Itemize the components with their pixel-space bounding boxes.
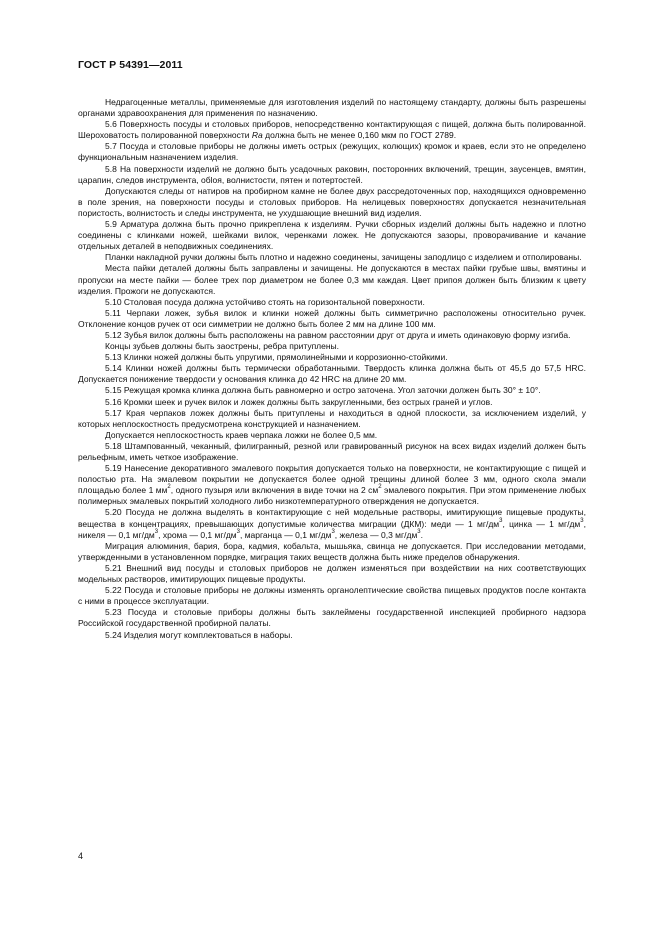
document-body — [78, 97, 586, 641]
paragraph: 5.20 Посуда не должна выделять в контактирующие с ней модельные растворы, имитирующие пищевые продукты, вещества в концентрациях, превышающих допустимые количества миграции (ДКМ): меди — 1 $мг/дм^3$, цинка — 1 $мг/дм^3$, никеля — 0,1 $мг/дм^3$, хрома — 0,1 $мг/дм^3$, марганца — 0,1 $мг/дм^3$, железа — 0,3 $мг/дм^3$. — [78, 507, 586, 540]
document-header: ГОСТ Р 54391—2011 — [78, 59, 183, 71]
page-number: 4 — [78, 851, 84, 861]
paragraph: 5.19 Нанесение декоративного эмалевого покрытия допускается только на поверхности, не контактирующие с пищей и полостью рта. На эмалевом покрытии не допускается более одной трещины длиной более 3 мм, одного скола эмали площадью более 1 $мм^2$, одного пузыря или включения в виде точки на 2 $см^2$ эмалевого покрытия. При этом применение любых полимерных эмалевых покрытий холодного либо низкотемпературного отверждения не допускается. — [78, 463, 586, 507]
paragraph: 5.16 Кромки шеек и ручек вилок и ложек должны быть закругленными, без острых граней и углов. — [105, 396, 493, 407]
paragraph: Допускается неплоскостность краев черпака ложки не более 0,5 мм. — [105, 429, 378, 440]
paragraph: 5.21 Внешний вид посуды и столовых приборов не должен изменяться при воздействии на них соответствующих модельных растворов, имитирующих пищевые продукты. — [78, 562, 586, 585]
paragraph: Концы зубьев должны быть заострены, ребра притуплены. — [105, 341, 340, 352]
paragraph: Планки накладной ручки должны быть плотно и надежно соединены, зачищены заподлицо с изделием и отполированы. — [105, 252, 582, 263]
paragraph: 5.23 Посуда и столовые приборы должны быть заклеймены государственной инспекцией пробирного надзора Российской государственной пробирной палаты. — [78, 607, 586, 629]
paragraph: 5.15 Режущая кромка клинка должна быть равномерно и остро заточена. Угол заточки должен быть 30° ± 10°. — [105, 385, 541, 396]
paragraph: 5.7 Посуда и столовые приборы не должны иметь острых (режущих, колющих) кромок и краев, если это не определено функциональным назначением изделия. — [78, 141, 586, 163]
paragraph: 5.17 Края черпаков ложек должны быть притуплены и находиться в одной плоскости, за исключением изделий, у которых неплоскостность предусмотрена конструкцией и назначением. — [78, 407, 586, 429]
paragraph: Недрагоценные металлы, применяемые для изготовления изделий по настоящему стандарту, должны быть разрешены органами здравоохранения для применения по назначению. — [78, 97, 586, 119]
paragraph: 5.14 Клинки ножей должны быть термически обработанными. Твердость клинка должна быть от 45,5 до 57,5 HRC. Допускается понижение твердости у основания клинка до 42 HRC на длине 20 мм. — [78, 363, 586, 385]
paragraph: 5.10 Столовая посуда должна устойчиво стоять на горизонтальной поверхности. — [105, 296, 425, 307]
paragraph: Места пайки деталей должны быть заправлены и зачищены. Не допускаются в местах пайки грубые швы, вмятины и пропуски на месте пайки — более трех пор диаметром не более 0,3 мм каждая. Цвет припоя должен быть близким к цвету изделия. Прожоги не допускаются. — [78, 263, 586, 296]
paragraph: 5.11 Черпаки ложек, зубья вилок и клинки ножей должны быть симметрично расположены относительно ручек. Отклонение концов ручек от оси симметрии не должно быть более 2 мм на длине 100 мм. — [78, 307, 586, 329]
paragraph: Миграция алюминия, бария, бора, кадмия, кобальта, мышьяка, свинца не допускается. При исследовании методами, утвержденными в установленном порядке, миграция таких веществ должна быть ниже пределов обнаружения. — [78, 540, 586, 562]
paragraph: 5.24 Изделия могут комплектоваться в наборы. — [105, 629, 293, 640]
paragraph: 5.12 Зубья вилок должны быть расположены на равном расстоянии друг от друга и иметь одинаковую форму изгиба. — [105, 329, 571, 340]
paragraph: 5.13 Клинки ножей должны быть упругими, прямолинейными и коррозионно-стойкими. — [105, 352, 448, 363]
paragraph: 5.8 На поверхности изделий не должно быть усадочных раковин, посторонних включений, трещин, заусенцев, вмятин, царапин, следов инструмента, обloя, волнистости, пятен и потертостей. — [78, 163, 586, 185]
paragraph: Допускаются следы от натиров на пробирном камне не более двух рассредоточенных пор, находящихся одновременно в поле зрения, на поверхности посуды и столовых приборов. На нелицевых поверхностях допускается незначительная пористость, волнистость и следы инструмента, не ухудшающие внешний вид изделия. — [78, 185, 586, 218]
paragraph: 5.22 Посуда и столовые приборы не должны изменять органолептические свойства пищевых продуктов после контакта с ними в процессе эксплуатации. — [78, 585, 586, 607]
paragraph: 5.9 Арматура должна быть прочно прикреплена к изделиям. Ручки сборных изделий должны быть надежно и плотно соединены с клинками ножей, шейками вилок, черенками ложек. Не допускаются зазоры, проворачивание и качание отдельных деталей в неподвижных соединениях. — [78, 219, 586, 252]
paragraph: 5.18 Штампованный, чеканный, филигранный, резной или гравированный рисунок на всех видах изделий должен быть рельефным, иметь четкое изображение. — [78, 440, 586, 462]
paragraph: 5.6 Поверхность посуды и столовых приборов, непосредственно контактирующая с пищей, должна быть полированной. Шероховатость полированной поверхности Ra должна быть не менее 0,160 мкм по ГОСТ 2789. — [78, 119, 586, 141]
